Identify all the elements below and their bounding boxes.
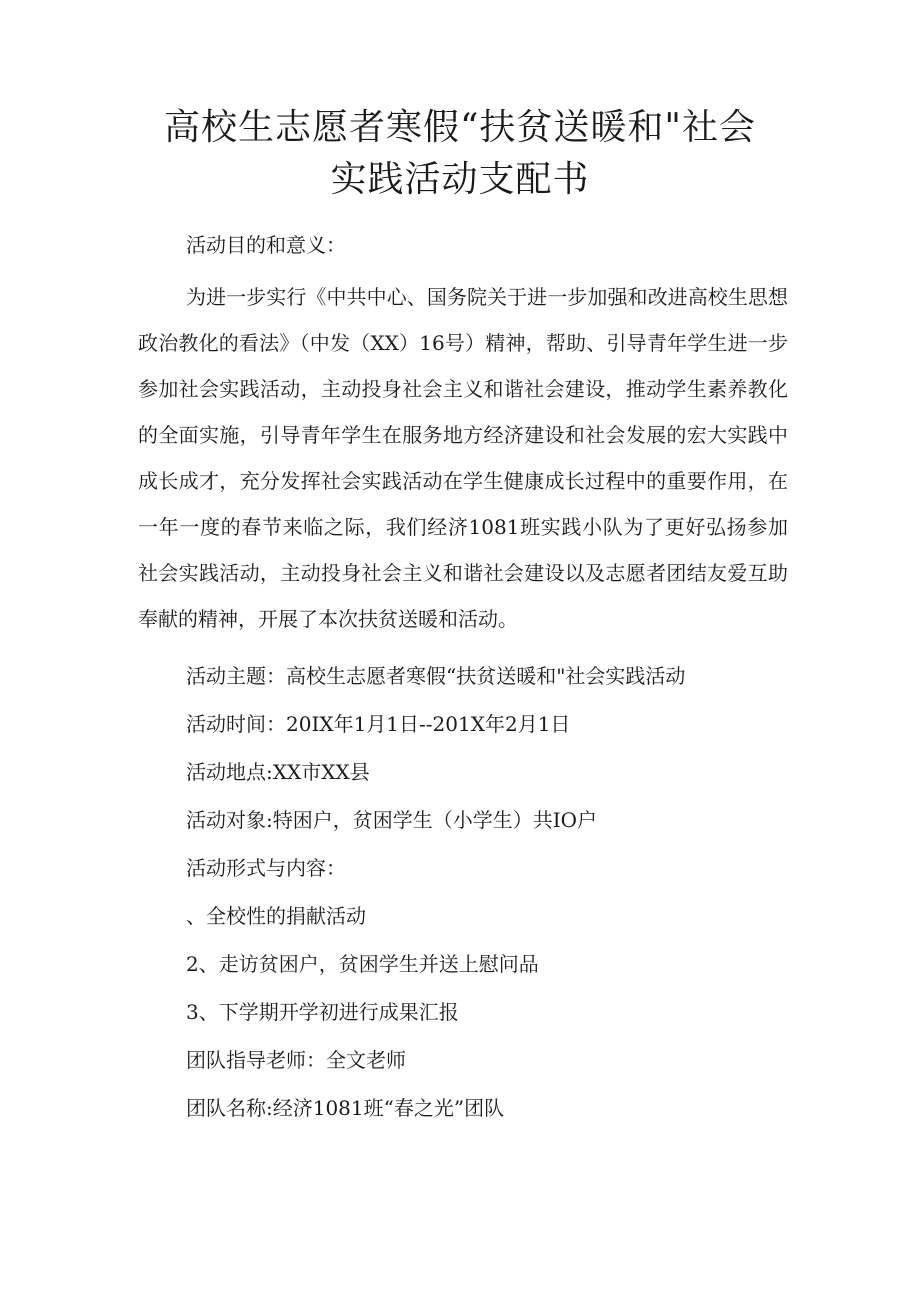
form-item-3: 3、下学期开学初进行成果汇报: [186, 1000, 459, 1024]
form-item-2: 2、走访贫困户，贫困学生并送上慰问品: [186, 952, 539, 976]
document-title-line-2: 实践活动支配书: [330, 159, 590, 200]
document-title-line-1: 高校生志愿者寒假“扶贫送暖和"社会: [164, 107, 756, 148]
form-heading: 活动形式与内容：: [186, 856, 346, 880]
activity-theme: 活动主题：高校生志愿者寒假“扶贫送暖和"社会实践活动: [186, 664, 686, 688]
form-item-1: 、全校性的捐献活动: [186, 904, 366, 928]
activity-target: 活动对象:特困户，贫困学生（小学生）共IO户: [186, 808, 598, 832]
activity-time: 活动时间：20IX年1月1日--201X年2月1日: [186, 712, 571, 736]
team-name: 团队名称:经济1081班“春之光”团队: [186, 1096, 505, 1120]
document-body: [138, 226, 788, 1132]
purpose-paragraph: 为进一步实行《中共中心、国务院关于进一步加强和改进高校生思想政治教化的看法》（中发（XX）16号）精神，帮助、引导青年学生进一步参加社会实践活动，主动投身社会主义和谐社会建设，推动学生素养教化的全面实施，引导青年学生在服务地方经济建设和社会发展的宏大实践中成长成才，充分发挥社会实践活动在学生健康成长过程中的重要作用，在一年一度的春节来临之际，我们经济1081班实践小队为了更好弘扬参加社会实践活动，主动投身社会主义和谐社会建设以及志愿者团结友爱互助奉献的精神，开展了本次扶贫送暖和活动。: [138, 285, 788, 631]
activity-location: 活动地点:XX市XX县: [186, 760, 370, 784]
purpose-heading: 活动目的和意义：: [186, 233, 346, 257]
team-advisor: 团队指导老师：全文老师: [186, 1048, 406, 1072]
